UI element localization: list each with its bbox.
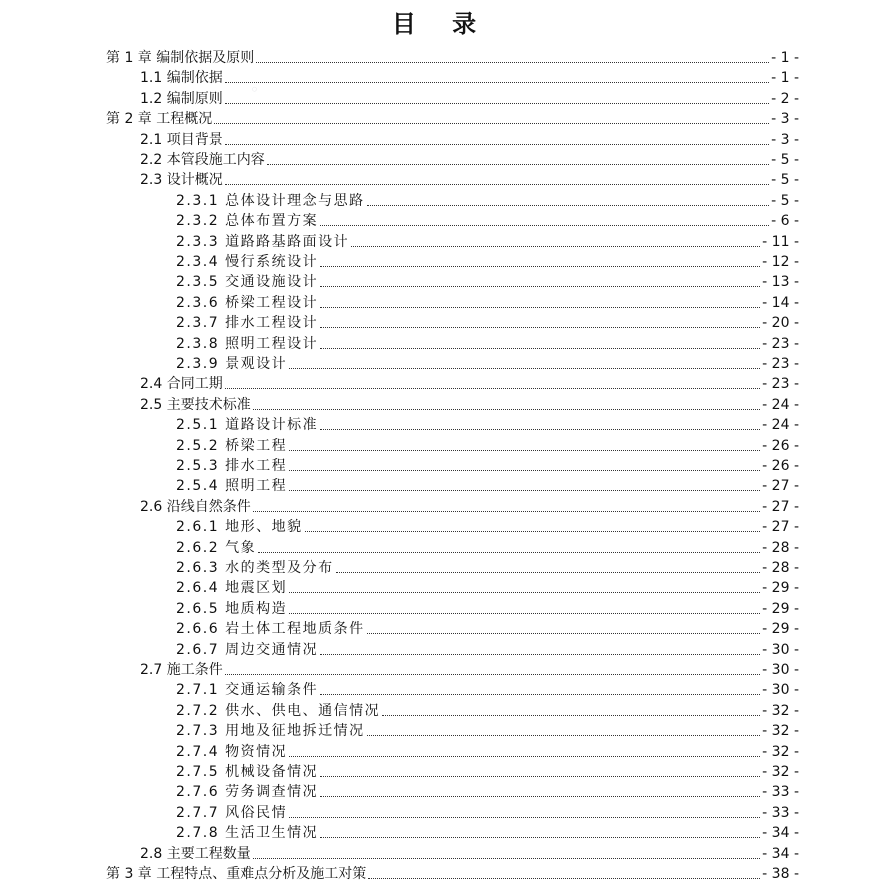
toc-entry[interactable] [176,516,799,536]
toc-entry[interactable] [176,679,799,699]
watermark: ◦ [246,78,264,101]
dot-leader [214,123,769,124]
dot-leader [267,164,769,165]
toc-entry-label: 2.7.3 用地及征地拆迁情况 [176,723,365,740]
toc-entry-page: - 3 - [771,131,799,148]
toc-entry-label: 第 2 章 工程概况 [106,111,213,128]
dot-leader [289,756,760,757]
toc-entry-page: - 38 - [762,866,799,882]
toc-entry-page: - 34 - [762,845,799,862]
toc-entry-page: - 27 - [762,498,799,515]
toc-entry-label: 2.3.8 照明工程设计 [176,335,319,352]
toc-entry[interactable] [176,251,799,271]
toc-entry-label: 1.1 编制依据 [140,70,223,87]
toc-entry-label: 第 3 章 工程特点、重难点分析及施工对策 [106,866,367,882]
dot-leader [320,654,760,655]
toc-entry[interactable] [176,455,799,475]
dot-leader [320,348,760,349]
dot-leader [320,776,760,777]
toc-entry[interactable] [140,659,799,679]
toc-entry[interactable] [176,639,799,659]
dot-leader [225,388,760,389]
toc-entry[interactable] [176,557,799,577]
toc-entry-page: - 32 - [762,743,799,760]
toc-entry[interactable] [176,312,799,332]
dot-leader [367,735,761,736]
dot-leader [320,837,760,838]
toc-entry-page: - 14 - [762,294,799,311]
dot-leader [289,450,760,451]
toc-entry-label: 2.6 沿线自然条件 [140,498,251,515]
toc-entry-page: - 27 - [762,519,799,536]
toc-entry-label: 2.6.6 岩土体工程地质条件 [176,621,365,638]
toc-entry[interactable] [176,618,799,638]
dot-leader [367,633,761,634]
dot-leader [289,817,760,818]
dot-leader [289,368,760,369]
toc-entry-page: - 5 - [771,192,799,209]
toc-entry-label: 2.7.2 供水、供电、通信情况 [176,702,381,719]
toc-entry[interactable] [176,414,799,434]
toc-entry-label: 2.3.2 总体布置方案 [176,213,319,230]
toc-entry[interactable] [176,598,799,618]
toc-entry-page: - 6 - [771,213,799,230]
toc-entry-label: 2.3.4 慢行系统设计 [176,254,319,270]
toc-entry-label: 2.5.3 排水工程 [176,458,288,474]
dot-leader [382,715,760,716]
dot-leader [367,205,770,206]
toc-entry-page: - 23 - [762,356,799,372]
toc-entry[interactable] [176,720,799,740]
toc-entry-page: - 29 - [762,621,799,638]
toc-entry-page: - 30 - [762,641,799,658]
toc-entry-label: 1.2 编制原则 [140,90,223,107]
toc-entry-label: 2.7.4 物资情况 [176,743,288,760]
toc-entry-label: 2.7.6 劳务调查情况 [176,784,319,801]
toc-entry-page: - 33 - [762,804,799,821]
dot-leader [320,796,760,797]
toc-entry-label: 2.3 设计概况 [140,172,223,189]
toc-entry-page: - 30 - [762,662,799,678]
toc-entry-page: - 12 - [762,254,799,270]
dot-leader [289,490,760,491]
toc-entry[interactable] [106,863,799,883]
dot-leader [289,592,760,593]
dot-leader [253,858,760,859]
toc-entry[interactable] [140,129,799,149]
toc-entry[interactable] [176,802,799,822]
toc-entry-label: 2.6.4 地震区划 [176,580,288,597]
toc-entry-page: - 20 - [762,315,799,332]
toc-entry-page: - 32 - [762,723,799,740]
dot-leader [289,613,760,614]
toc-entry-label: 2.3.6 桥梁工程设计 [176,294,319,311]
dot-leader [253,409,760,410]
toc-entry[interactable] [176,353,799,373]
dot-leader [305,531,761,532]
dot-leader [351,246,760,247]
toc-entry-label: 2.2 本管段施工内容 [140,152,265,168]
toc-entry-page: - 33 - [762,784,799,801]
toc-entry[interactable] [176,210,799,230]
toc-entry-page: - 23 - [762,376,799,393]
toc-entry-label: 2.7.8 生活卫生情况 [176,825,319,842]
toc-entry[interactable] [176,537,799,557]
toc-entry-label: 2.3.3 道路路基路面设计 [176,233,350,250]
dot-leader [289,470,760,471]
toc-entry[interactable] [140,496,799,516]
toc-entry[interactable] [176,435,799,455]
toc-entry-page: - 1 - [771,50,799,66]
toc-entry[interactable] [176,190,799,210]
dot-leader [320,694,760,695]
toc-entry-page: - 28 - [762,560,799,576]
toc-entry-page: - 30 - [762,682,799,699]
toc-entry-page: - 2 - [771,90,799,107]
toc-entry-page: - 26 - [762,458,799,474]
dot-leader [225,144,769,145]
dot-leader [225,103,769,104]
toc-entry-label: 2.6.5 地质构造 [176,600,288,617]
toc-entry[interactable] [176,822,799,842]
toc-entry-page: - 1 - [771,70,799,87]
toc-entry-page: - 23 - [762,335,799,352]
toc-entry[interactable] [176,271,799,291]
toc-entry[interactable] [176,761,799,781]
toc-entry-page: - 11 - [762,233,799,250]
toc-entry-label: 第 1 章 编制依据及原则 [106,50,255,66]
dot-leader [336,572,761,573]
toc-entry-page: - 28 - [762,539,799,556]
toc-entry[interactable] [176,781,799,801]
toc-entry-label: 2.6.2 气象 [176,539,257,556]
toc-entry[interactable] [176,700,799,720]
dot-leader [320,225,769,226]
toc-entry-label: 2.1 项目背景 [140,131,223,148]
toc-entry-label: 2.3.5 交通设施设计 [176,274,319,291]
toc-entry[interactable] [140,373,799,393]
toc-entry-page: - 5 - [771,172,799,189]
toc-entry-page: - 32 - [762,764,799,780]
dot-leader [225,184,769,185]
toc-title: 目 录 [391,9,491,38]
toc-entry[interactable] [176,475,799,495]
toc-entry-label: 2.5.1 道路设计标准 [176,417,319,434]
toc-entry-page: - 13 - [762,274,799,291]
toc-entry[interactable] [106,47,799,67]
toc-entry-label: 2.3.7 排水工程设计 [176,315,319,332]
toc-entry-label: 2.7.5 机械设备情况 [176,764,319,780]
toc-entry[interactable] [176,741,799,761]
toc-entry[interactable] [176,231,799,251]
dot-leader [320,429,760,430]
toc-entry-page: - 34 - [762,825,799,842]
toc-entry[interactable] [140,169,799,189]
toc-entry-label: 2.7.7 风俗民情 [176,804,288,821]
toc-entry-label: 2.6.1 地形、地貌 [176,519,303,536]
toc-entry[interactable] [140,843,799,863]
dot-leader [225,82,769,83]
dot-leader [253,511,760,512]
toc-entry-page: - 29 - [762,600,799,617]
toc-entry-label: 2.8 主要工程数量 [140,845,251,862]
dot-leader [320,307,760,308]
dot-leader [320,266,760,267]
toc-entry-label: 2.5.2 桥梁工程 [176,437,288,454]
toc-entry-page: - 5 - [771,152,799,168]
dot-leader [258,552,760,553]
toc-entry[interactable] [140,88,799,108]
dot-leader [256,62,769,63]
toc-entry-label: 2.7 施工条件 [140,662,223,678]
toc-entry-label: 2.4 合同工期 [140,376,223,393]
toc-entry[interactable] [176,292,799,312]
toc-entry[interactable] [140,394,799,414]
toc-entry-label: 2.7.1 交通运输条件 [176,682,319,699]
toc-entry[interactable] [176,577,799,597]
dot-leader [368,878,760,879]
toc-entry[interactable] [140,67,799,87]
toc-entry[interactable] [176,333,799,353]
toc-entry-page: - 24 - [762,417,799,434]
toc-entry[interactable] [106,108,799,128]
toc-entry[interactable] [140,149,799,169]
toc-entry-label: 2.6.7 周边交通情况 [176,641,319,658]
toc-entry-label: 2.3.9 景观设计 [176,356,288,372]
toc-entry-label: 2.5 主要技术标准 [140,396,251,413]
dot-leader [320,327,760,328]
toc-entry-page: - 3 - [771,111,799,128]
toc-entry-page: - 24 - [762,396,799,413]
dot-leader [225,674,760,675]
toc-entry-label: 2.5.4 照明工程 [176,478,288,495]
toc-entry-page: - 32 - [762,702,799,719]
toc-entry-page: - 26 - [762,437,799,454]
toc-entry-page: - 27 - [762,478,799,495]
toc-entry-label: 2.6.3 水的类型及分布 [176,560,334,576]
toc-entry-page: - 29 - [762,580,799,597]
dot-leader [320,286,760,287]
toc-entry-label: 2.3.1 总体设计理念与思路 [176,192,365,209]
